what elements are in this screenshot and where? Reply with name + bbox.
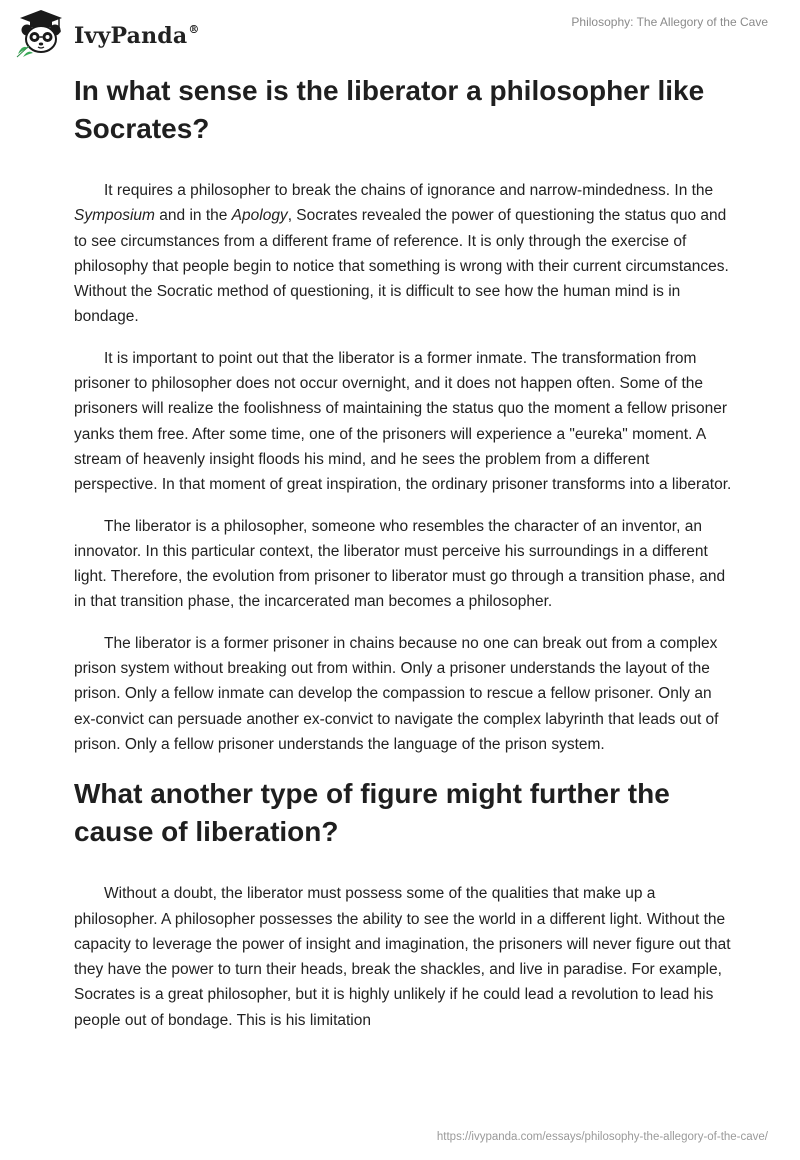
body-paragraph: It is important to point out that the liberator is a former inmate. The transformation from prisoner to philosopher does not occur overnight, and it does not happen often. Some of the prisoners will realize the foolishness of maintaining the status quo the moment a fellow prisoner yanks them free. After some time, one of the prisoners will experience a "eureka" moment. A stream of heavenly insight floods his mind, and he sees the problem from a different perspective. In that moment of great inspiration, the ordinary prisoner transforms into a liberator.	[74, 349, 732, 494]
work-title: Symposium	[74, 207, 155, 225]
page-header	[0, 0, 800, 70]
source-url[interactable]: https://ivypanda.com/essays/philosophy-the-allegory-of-the-cave/	[436, 1131, 768, 1143]
panda-graduate-icon	[14, 8, 68, 58]
section-heading: In what sense is the liberator a philosopher like Socrates?	[74, 75, 705, 144]
work-title: Apology	[231, 207, 288, 225]
body-paragraph: It requires a philosopher to break the chains of ignorance and narrow-mindedness. In the Symposium and in the Apology, Socrates revealed the power of questioning the status quo and to see circumstances from a different frame of reference. It is only through the exercise of philosophy that people begin to notice that something is wrong with their current circumstances. Without the Socratic method of questioning, it is difficult to see how the human mind is in bondage.	[74, 182, 729, 326]
ivypanda-logo[interactable]	[14, 8, 200, 58]
body-paragraph: The liberator is a former prisoner in chains because no one can break out from a complex prison system without breaking out from within. Only a prisoner understands the layout of the prison. Only a fellow inmate can develop the compassion to rescue a fellow prisoner. Only an ex-convict can persuade another ex-convict to navigate the complex labyrinth that leads out of prison. Only a fellow prisoner understands the language of the prison system.	[74, 634, 719, 753]
body-paragraph: The liberator is a philosopher, someone who resembles the character of an inventor, an innovator. In this particular context, the liberator must perceive his surroundings in a different light. Therefore, the evolution from prisoner to liberator must go through a transition phase, and in that transition phase, the incarcerated man becomes a philosopher.	[74, 517, 726, 611]
essay-content	[74, 72, 734, 1049]
running-title: Philosophy: The Allegory of the Cave	[571, 15, 768, 29]
brand-name: IvyPanda®	[74, 23, 200, 49]
section-heading: What another type of figure might further the cause of liberation?	[74, 778, 670, 848]
body-paragraph: Without a doubt, the liberator must possess some of the qualities that make up a philosopher. A philosopher possesses the ability to see the world in a different light. Without the capacity to leverage the power of insight and imagination, the prisoners will never figure out that they have the power to turn their heads, break the shackles, and live in paradise. For example, Socrates is a great philosopher, but it is highly unlikely if he could lead a revolution to lead his people out of bondage. This is his limitation	[74, 885, 731, 1029]
